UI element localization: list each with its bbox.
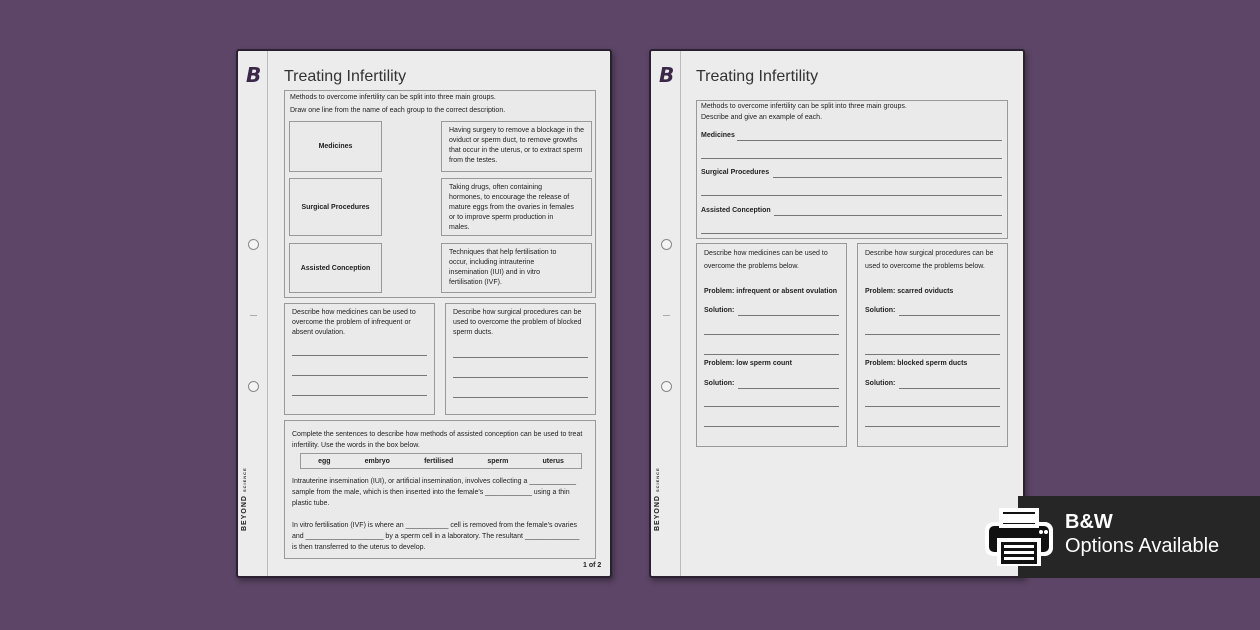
page-title: Treating Infertility bbox=[284, 68, 407, 85]
punch-hole bbox=[661, 239, 672, 250]
iui-paragraph: Intrauterine insemination (IUI), or artificial insemination, involves collecting a ____________ sample from the male, which is then inserted into the female's ____________ using a thin plastic tube. bbox=[292, 478, 577, 507]
punch-hole bbox=[661, 381, 672, 392]
surgical-problems: Describe how surgical procedures can be used to overcome the problems below. Problem: scarred oviducts Solution: Problem: blocked sperm ducts Solution: bbox=[857, 243, 1008, 447]
bw-options-badge bbox=[1018, 496, 1260, 578]
fold-mark bbox=[663, 315, 670, 316]
description-box: Techniques that help fertilisation to occur, including intrauterine insemination (IUI) and in vitro fertilisation (IVF). bbox=[441, 243, 592, 293]
medicines-problems: Describe how medicines can be used to overcome the problems below. Problem: infrequent or absent ovulation Solution: Problem: low sperm count Solution: bbox=[696, 243, 847, 447]
ivf-paragraph: In vitro fertilisation (IVF) is where an ___________ cell is removed from the female's ovaries and ____________________ by a sperm cell in a laboratory. The resultant ______________ is then transferred to the uterus to develop. bbox=[292, 522, 580, 551]
complete-sentences-section: Complete the sentences to describe how methods of assisted conception can be used to treat infertility. Use the words in the box below. egg embryo fertilised sperm uterus Intrauterine insemination (IUI), or artificial insemination, involves collecting a ____________ sample from the male, which is then inserted into the female's ____________ using a thin plastic tube. In vitro fertilisation (IVF) is where an ___________ cell is removed from the female's ovaries and ____________________ by a sperm cell in a laboratory. The resultant ______________ is then transferred to the uterus to develop. bbox=[284, 420, 596, 559]
description-box: Having surgery to remove a blockage in the oviduct or sperm duct, to remove growths that occur in the uterus, or to extract sperm from the testes. bbox=[441, 121, 592, 172]
binding-strip: B BEYONDSCIENCE bbox=[651, 51, 681, 576]
page-number: 1 of 2 bbox=[583, 562, 602, 569]
fold-mark bbox=[250, 315, 257, 316]
groups-section: Methods to overcome infertility can be split into three main groups. Describe and give an example of each. Medicines Surgical Procedures Assisted Conception bbox=[696, 100, 1008, 239]
instruction-text: Draw one line from the name of each group to the correct description. bbox=[290, 107, 506, 114]
group-surgical: Surgical Procedures bbox=[289, 178, 382, 236]
group-assisted: Assisted Conception bbox=[289, 243, 382, 293]
page-title: Treating Infertility bbox=[696, 68, 819, 85]
binding-strip: B BEYONDSCIENCE bbox=[238, 51, 268, 576]
brand-logo: B bbox=[659, 63, 675, 87]
punch-hole bbox=[248, 381, 259, 392]
punch-hole bbox=[248, 239, 259, 250]
printer-icon bbox=[983, 506, 1055, 568]
brand-logo: B bbox=[246, 63, 262, 87]
surgical-question: Describe how surgical procedures can be used to overcome the problem of blocked sperm ducts. bbox=[445, 303, 596, 415]
worksheet-page-1 bbox=[236, 49, 612, 578]
word-box: egg embryo fertilised sperm uterus bbox=[300, 453, 582, 469]
medicines-question: Describe how medicines can be used to overcome the problem of infrequent or absent ovulation. bbox=[284, 303, 435, 415]
description-box: Taking drugs, often containing hormones, to encourage the release of mature eggs from the ovaries in females or to improve sperm production in males. bbox=[441, 178, 592, 236]
badge-subtitle: Options Available bbox=[1065, 535, 1220, 557]
badge-title: B&W bbox=[1065, 511, 1113, 533]
worksheet-page-2 bbox=[649, 49, 1025, 578]
intro-text: Methods to overcome infertility can be split into three main groups. bbox=[290, 94, 496, 101]
group-medicines: Medicines bbox=[289, 121, 382, 172]
matching-section bbox=[284, 90, 596, 298]
